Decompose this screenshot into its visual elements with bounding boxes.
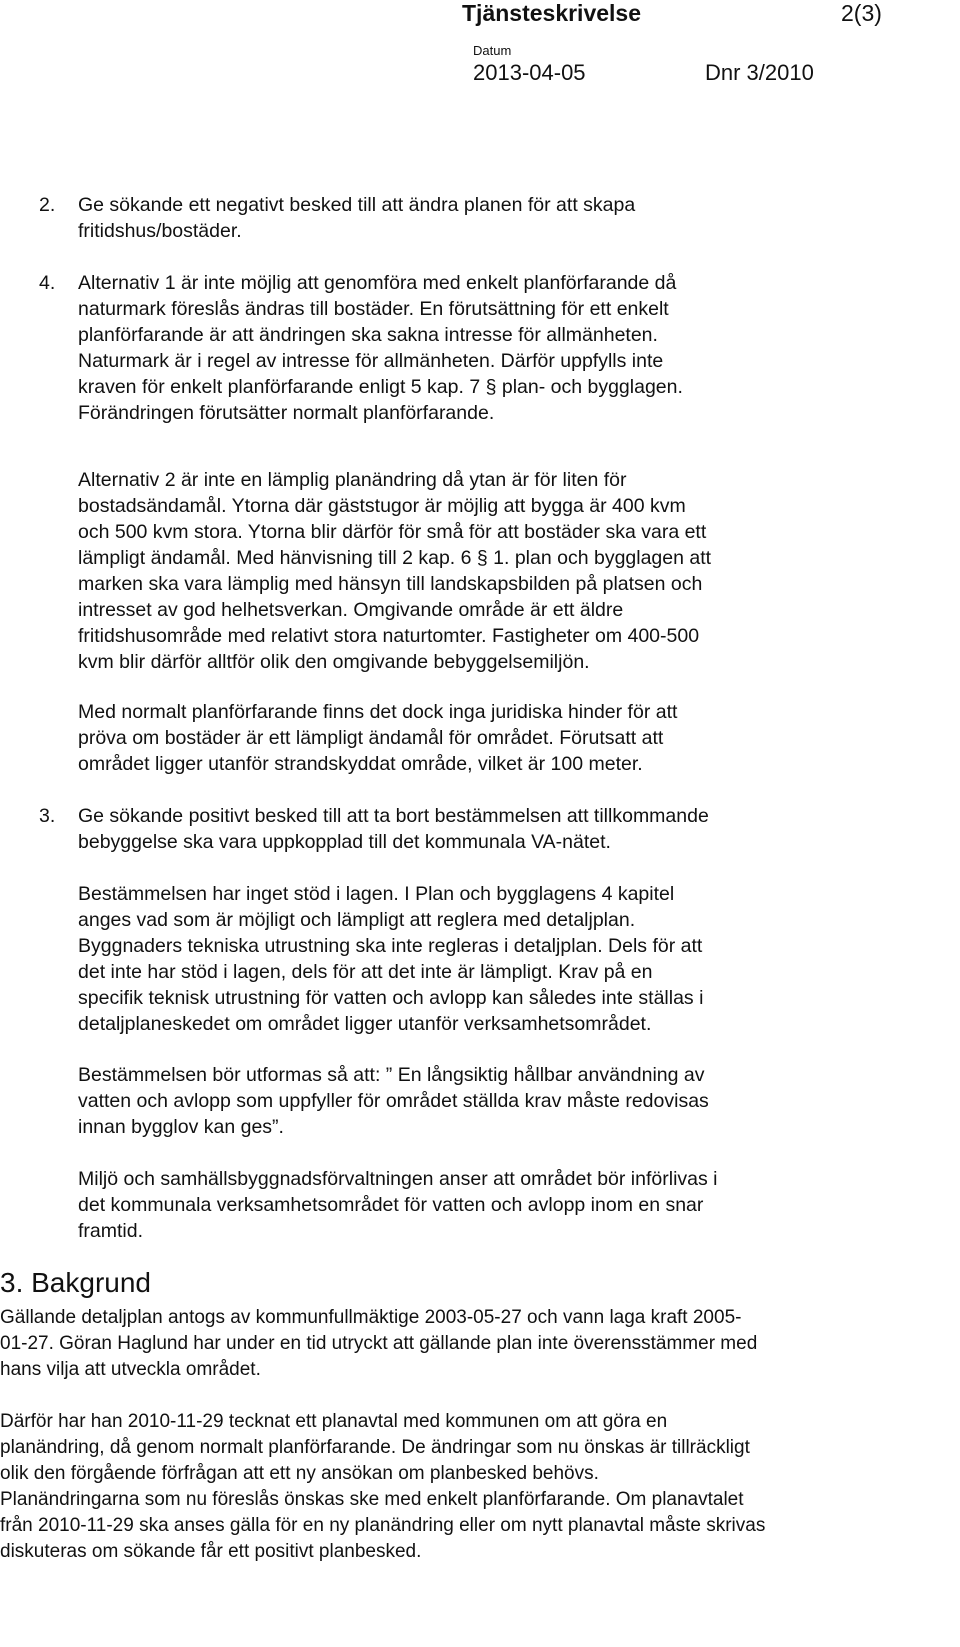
text-line: 01-27. Göran Haglund har under en tid utryckt att gällande plan inte överensstämmer med	[0, 1333, 758, 1354]
text-line: det inte har stöd i lagen, dels för att det inte är lämpligt. Krav på en	[78, 961, 653, 983]
text-line: det kommunala verksamhetsområdet för vatten och avlopp inom en snar	[78, 1194, 704, 1216]
text-line: fritidshus/bostäder.	[78, 220, 242, 242]
text-line: Därför har han 2010-11-29 tecknat ett planavtal med kommunen om att göra en	[0, 1411, 668, 1432]
text-line: bebyggelse ska vara uppkopplad till det kommunala VA-nätet.	[78, 831, 611, 853]
list-item-number: 3.	[39, 805, 56, 827]
text-line: framtid.	[78, 1220, 144, 1242]
text-line: Naturmark är i regel av intresse för allmänheten. Därför uppfylls inte	[78, 350, 664, 372]
text-line: Bestämmelsen bör utformas så att: ” En långsiktig hållbar användning av	[78, 1064, 705, 1086]
text-line: från 2010-11-29 ska anses gälla för en ny planändring eller om nytt planavtal måste skrivas	[0, 1515, 766, 1536]
text-line: Ge sökande positivt besked till att ta bort bestämmelsen att tillkommande	[78, 805, 709, 827]
paragraph-alternativ-2	[78, 467, 711, 675]
text-line: pröva om bostäder är ett lämpligt ändamål för området. Förutsatt att	[78, 727, 664, 749]
page-number: 2(3)	[841, 0, 882, 26]
document-title: Tjänsteskrivelse	[462, 0, 642, 26]
text-line: Miljö och samhällsbyggnadsförvaltningen anser att området bör införlivas i	[78, 1168, 718, 1190]
text-line: Bestämmelsen har inget stöd i lagen. I Plan och bygglagens 4 kapitel	[78, 883, 675, 905]
text-line: Alternativ 2 är inte en lämplig planändring då ytan är för liten för	[78, 469, 627, 491]
text-line: området ligger utanför strandskyddat område, vilket är 100 meter.	[78, 753, 643, 775]
text-line: Byggnaders tekniska utrustning ska inte regleras i detaljplan. Dels för att	[78, 935, 703, 957]
list-item-number: 2.	[39, 194, 56, 216]
text-line: vatten och avlopp som uppfyller för området ställda krav måste redovisas	[78, 1090, 709, 1112]
text-line: Med normalt planförfarande finns det dock inga juridiska hinder för att	[78, 701, 678, 723]
text-line: marken ska vara lämplig med hänsyn till landskapsbilden på platsen och	[78, 573, 703, 595]
text-line: Gällande detaljplan antogs av kommunfullmäktige 2003-05-27 och vann laga kraft 2005-	[0, 1307, 742, 1328]
text-line: och 500 kvm stora. Ytorna blir därför för små för att bostäder ska vara ett	[78, 521, 707, 543]
text-line: bostadsändamål. Ytorna där gäststugor är möjlig att bygga är 400 kvm	[78, 495, 686, 517]
list-item-text	[78, 803, 709, 855]
text-line: olik den förgående förfrågan att ett ny ansökan om planbesked behövs.	[0, 1463, 599, 1484]
text-line: intresset av god helhetsverkan. Omgivande område är ett äldre	[78, 599, 624, 621]
text-line: lämpligt ändamål. Med hänvisning till 2 kap. 6 § 1. plan och bygglagen att	[78, 547, 712, 569]
list-item-number: 4.	[39, 272, 56, 294]
text-line: anges vad som är möjligt och lämpligt att reglera med detaljplan.	[78, 909, 636, 931]
document-dnr: Dnr 3/2010	[705, 60, 814, 85]
document-date: 2013-04-05	[473, 60, 586, 85]
text-line: kvm blir därför alltför olik den omgivande bebyggelsemiljön.	[78, 651, 590, 673]
list-item-text	[78, 192, 635, 244]
text-line: innan bygglov kan ges”.	[78, 1116, 284, 1138]
text-line: Förändringen förutsätter normalt planförfarande.	[78, 402, 495, 424]
date-label: Datum	[473, 43, 512, 58]
text-line: fritidshusområde med relativt stora naturtomter. Fastigheter om 400-500	[78, 625, 700, 647]
text-line: naturmark föreslås ändras till bostäder. En förutsättning för ett enkelt	[78, 298, 669, 320]
text-line: detaljplaneskedet om området ligger utanför verksamhetsområdet.	[78, 1013, 652, 1035]
text-line: Ge sökande ett negativt besked till att ändra planen för att skapa	[78, 194, 636, 216]
text-line: Alternativ 1 är inte möjlig att genomföra med enkelt planförfarande då	[78, 272, 677, 294]
section-heading-bakgrund: 3. Bakgrund	[0, 1267, 151, 1298]
text-line: planändring, då genom normalt planförfarande. De ändringar som nu önskas är tillräckligt	[0, 1437, 750, 1458]
paragraph-utformas	[78, 1062, 709, 1140]
text-line: planförfarande är att ändringen ska sakna intresse för allmänheten.	[78, 324, 658, 346]
paragraph-miljo	[78, 1166, 718, 1244]
paragraph-normalt-planforfarande	[78, 699, 677, 777]
text-line: Planändringarna som nu föreslås önskas ske med enkelt planförfarande. Om planavtalet	[0, 1489, 744, 1510]
paragraph-bakgrund-1	[0, 1305, 757, 1383]
text-line: hans vilja att utveckla området.	[0, 1359, 261, 1380]
paragraph-bakgrund-2	[0, 1409, 765, 1565]
list-item-text	[78, 270, 683, 426]
text-line: specifik teknisk utrustning för vatten och avlopp kan således inte ställas i	[78, 987, 704, 1009]
text-line: diskuteras om sökande får ett positivt planbesked.	[0, 1541, 422, 1562]
text-line: kraven för enkelt planförfarande enligt 5 kap. 7 § plan- och bygglagen.	[78, 376, 683, 398]
paragraph-bestammelsen	[78, 881, 703, 1037]
